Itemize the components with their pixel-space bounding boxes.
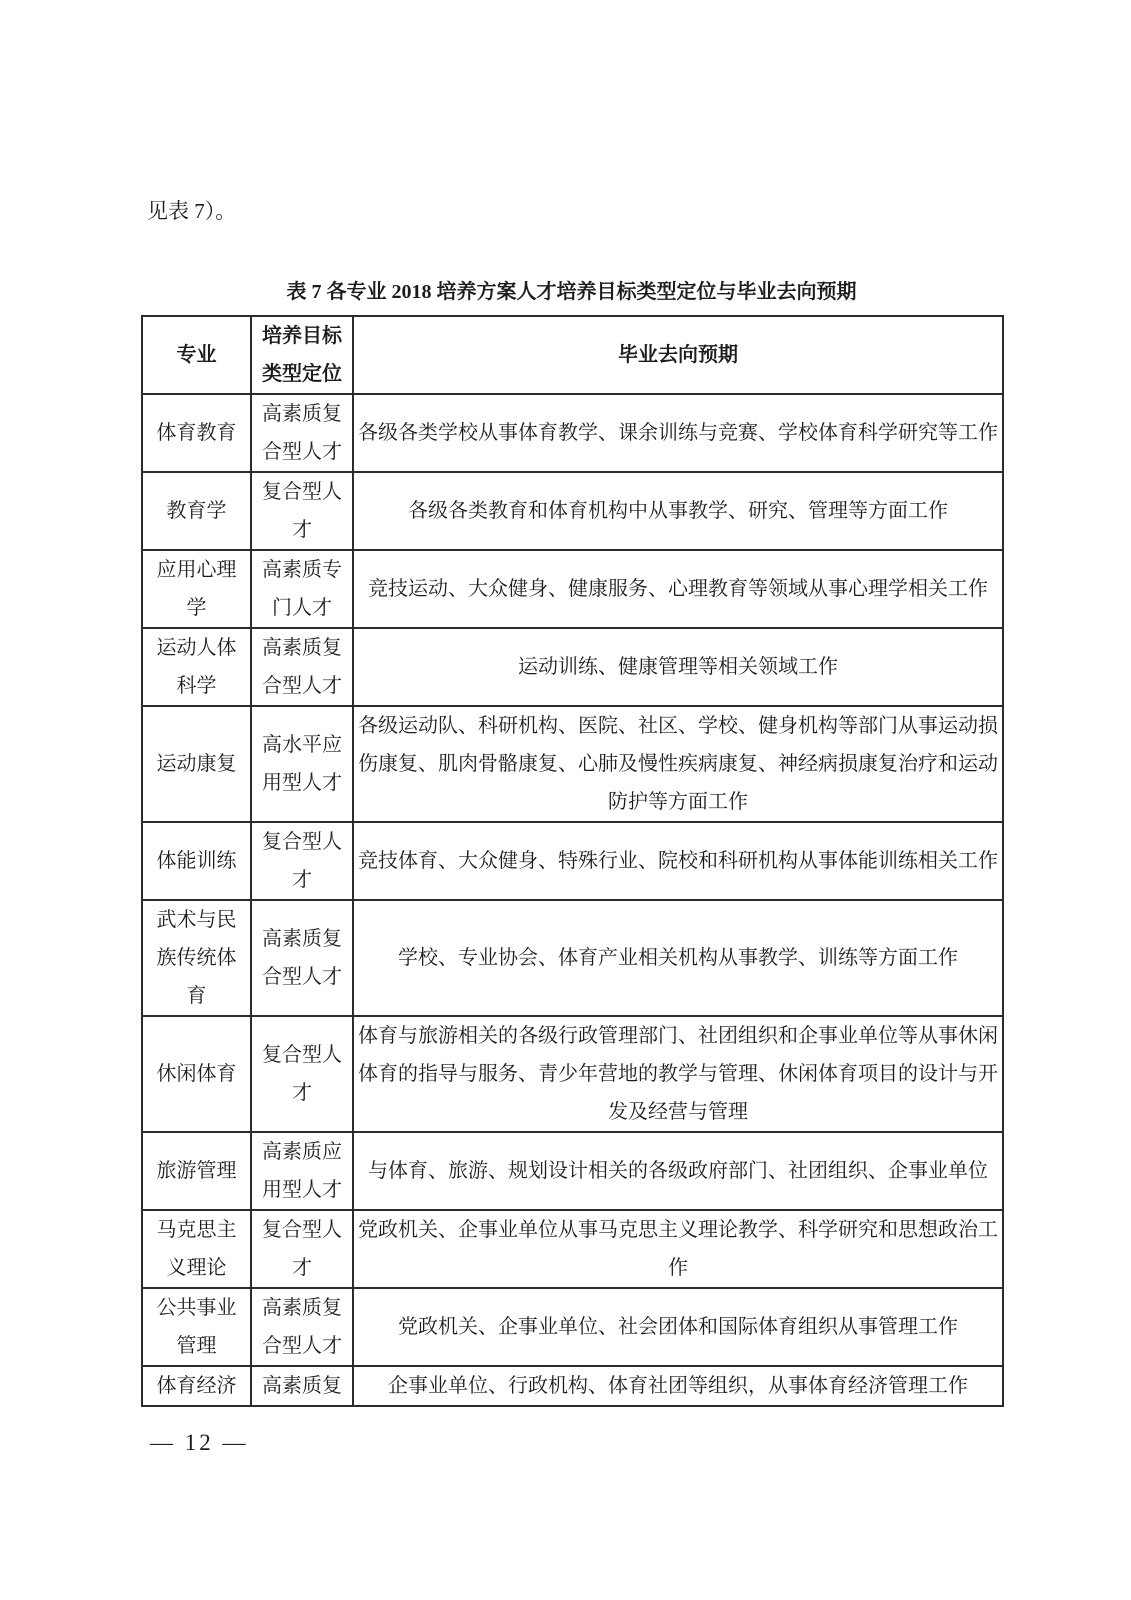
target-type-cell: 高素质专门人才 <box>251 550 353 628</box>
target-type-cell: 高素质复 <box>251 1366 353 1406</box>
target-type-cell: 高素质应用型人才 <box>251 1132 353 1210</box>
table-title: 表 7 各专业 2018 培养方案人才培养目标类型定位与毕业去向预期 <box>286 281 857 303</box>
table-row <box>142 472 1003 550</box>
major-cell: 公共事业管理 <box>142 1288 251 1366</box>
major-cell: 教育学 <box>142 472 251 550</box>
table-header <box>142 316 1003 394</box>
header-row <box>142 316 1003 394</box>
major-cell: 运动康复 <box>142 706 251 822</box>
career-expectation-cell: 各级运动队、科研机构、医院、社区、学校、健身机构等部门从事运动损伤康复、肌肉骨骼康复、心肺及慢性疾病康复、神经病损康复治疗和运动防护等方面工作 <box>353 706 1003 822</box>
career-expectation-cell: 学校、专业协会、体育产业相关机构从事教学、训练等方面工作 <box>353 900 1003 1016</box>
table-body <box>142 394 1003 1406</box>
career-expectation-cell: 党政机关、企事业单位从事马克思主义理论教学、科学研究和思想政治工作 <box>353 1210 1003 1288</box>
table-row <box>142 822 1003 900</box>
majors-table <box>141 315 1004 1407</box>
table-row <box>142 394 1003 472</box>
target-type-cell: 复合型人才 <box>251 822 353 900</box>
target-type-cell: 高素质复合型人才 <box>251 900 353 1016</box>
career-expectation-cell: 各级各类教育和体育机构中从事教学、研究、管理等方面工作 <box>353 472 1003 550</box>
table-row <box>142 550 1003 628</box>
major-cell: 马克思主义理论 <box>142 1210 251 1288</box>
table-row <box>142 706 1003 822</box>
career-expectation-cell: 企事业单位、行政机构、体育社团等组织，从事体育经济管理工作 <box>353 1366 1003 1406</box>
target-type-cell: 复合型人才 <box>251 1016 353 1132</box>
col-header-career-expectation: 毕业去向预期 <box>353 316 1003 394</box>
major-cell: 体育教育 <box>142 394 251 472</box>
target-type-cell: 高素质复合型人才 <box>251 628 353 706</box>
career-expectation-cell: 运动训练、健康管理等相关领域工作 <box>353 628 1003 706</box>
intro-text: 见表 7）。 <box>147 199 237 223</box>
table-row <box>142 900 1003 1016</box>
target-type-cell: 复合型人才 <box>251 472 353 550</box>
career-expectation-cell: 党政机关、企事业单位、社会团体和国际体育组织从事管理工作 <box>353 1288 1003 1366</box>
page-number: — 12 — <box>150 1430 249 1455</box>
major-cell: 武术与民族传统体育 <box>142 900 251 1016</box>
major-cell: 旅游管理 <box>142 1132 251 1210</box>
major-cell: 运动人体科学 <box>142 628 251 706</box>
col-header-major: 专业 <box>142 316 251 394</box>
target-type-cell: 高素质复合型人才 <box>251 394 353 472</box>
major-cell: 休闲体育 <box>142 1016 251 1132</box>
career-expectation-cell: 体育与旅游相关的各级行政管理部门、社团组织和企事业单位等从事休闲体育的指导与服务、青少年营地的教学与管理、休闲体育项目的设计与开发及经营与管理 <box>353 1016 1003 1132</box>
table-row <box>142 1210 1003 1288</box>
target-type-cell: 高水平应用型人才 <box>251 706 353 822</box>
major-cell: 体育经济 <box>142 1366 251 1406</box>
table-row <box>142 628 1003 706</box>
table-row <box>142 1132 1003 1210</box>
major-cell: 体能训练 <box>142 822 251 900</box>
career-expectation-cell: 竞技运动、大众健身、健康服务、心理教育等领域从事心理学相关工作 <box>353 550 1003 628</box>
table-row <box>142 1366 1003 1406</box>
col-header-target-type: 培养目标类型定位 <box>251 316 353 394</box>
table-row <box>142 1288 1003 1366</box>
target-type-cell: 复合型人才 <box>251 1210 353 1288</box>
career-expectation-cell: 各级各类学校从事体育教学、课余训练与竞赛、学校体育科学研究等工作 <box>353 394 1003 472</box>
target-type-cell: 高素质复合型人才 <box>251 1288 353 1366</box>
career-expectation-cell: 竞技体育、大众健身、特殊行业、院校和科研机构从事体能训练相关工作 <box>353 822 1003 900</box>
career-expectation-cell: 与体育、旅游、规划设计相关的各级政府部门、社团组织、企事业单位 <box>353 1132 1003 1210</box>
table-row <box>142 1016 1003 1132</box>
major-cell: 应用心理学 <box>142 550 251 628</box>
